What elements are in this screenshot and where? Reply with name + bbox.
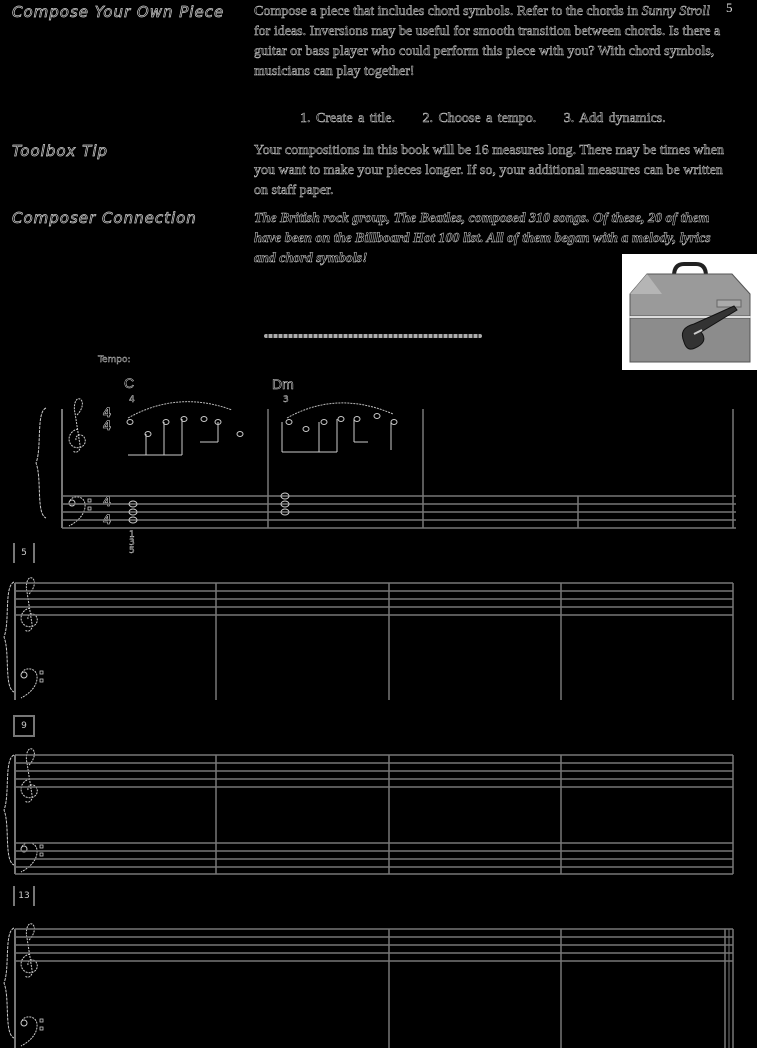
chord-symbol-dm: Dm [272, 376, 294, 392]
treble-time-bottom: 4 [103, 417, 111, 433]
measure-number-9: 9 [13, 715, 35, 737]
compose-text-1: Compose a piece that includes chord symbols. Refer to the chords in [254, 4, 642, 19]
piece-reference: Sunny Stroll [641, 4, 710, 19]
bass-time-top: 4 [103, 493, 111, 509]
chord-fingering-dm: 3 [283, 395, 289, 405]
system-2 [4, 578, 733, 700]
chord-fingering-c: 4 [129, 395, 135, 405]
compose-text-2: for ideas. Inversions may be useful for smooth transition between chords. Is there a guitar or bass player who could perform this piece with you? With chord symbols, musicians can play together! [254, 24, 721, 79]
toolbox-tip-text: Your compositions in this book will be 16 measures long. There may be times when you want to make your pieces longer. If so, your additional measures can be written on staff paper. [254, 143, 724, 198]
step-2: 2. Choose a tempo. [422, 111, 537, 126]
system-3 [4, 749, 733, 874]
system-4 [4, 924, 733, 1048]
measure-number-13: 13 [13, 886, 35, 906]
bass-time-bottom: 4 [103, 511, 111, 527]
tempo-label: Tempo: [98, 355, 131, 365]
step-1: 1. Create a title. [300, 111, 396, 126]
system-1 [36, 399, 736, 528]
heading-compose-your-own-piece: Compose Your Own Piece [12, 3, 225, 21]
chord-symbol-c: C [124, 375, 135, 391]
heading-toolbox-tip: Toolbox Tip [12, 142, 109, 160]
bass-finger-1: 1 [129, 530, 135, 540]
step-3: 3. Add dynamics. [563, 111, 666, 126]
treble-time-top: 4 [103, 404, 111, 420]
bass-finger-3: 3 [129, 538, 135, 548]
page-number: 5 [726, 0, 733, 15]
measure-number-5: 5 [13, 543, 35, 563]
heading-composer-connection: Composer Connection [12, 209, 197, 227]
bass-finger-5: 5 [129, 546, 135, 556]
composer-connection-text: The British rock group, The Beatles, composed 310 songs. Of these, 20 of them have been on the Billboard Hot 100 list. All of them began with a melody, lyrics and chord symbols! [254, 211, 711, 266]
